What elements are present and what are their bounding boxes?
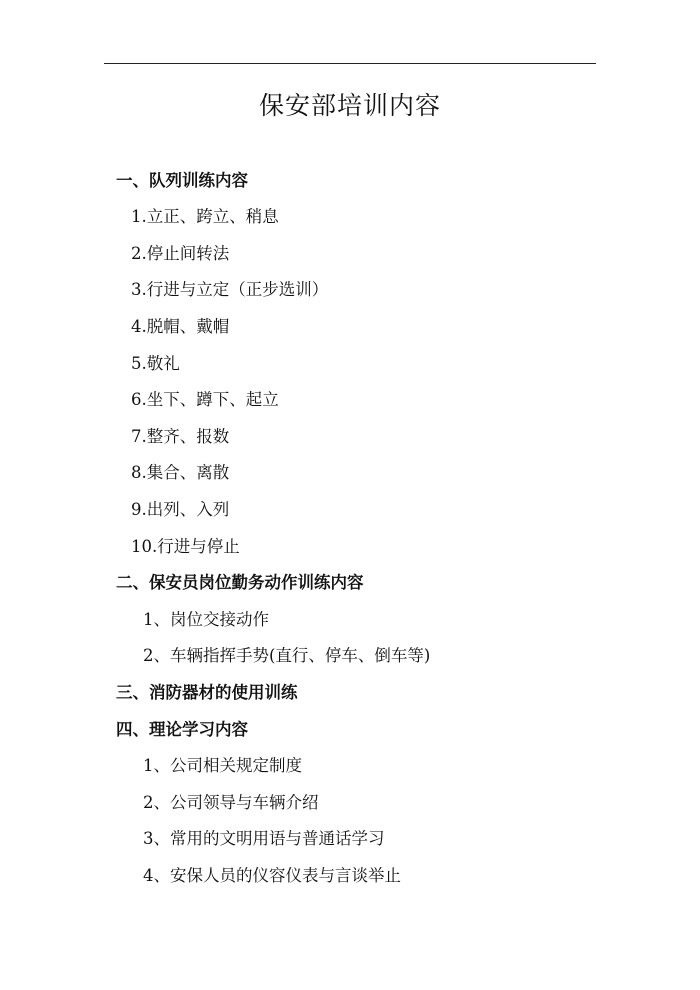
list-item: 1、岗位交接动作 (143, 610, 269, 629)
list-item: 2、车辆指挥手势(直行、停车、倒车等) (143, 646, 431, 665)
section-heading: 四、理论学习内容 (116, 720, 248, 739)
list-item: 1、公司相关规定制度 (143, 756, 302, 775)
list-item: 2、公司领导与车辆介绍 (143, 793, 319, 812)
list-item: 9.出列、入列 (131, 500, 230, 519)
list-item: 10.行进与停止 (131, 537, 240, 556)
list-item: 2.停止间转法 (131, 244, 230, 263)
list-item: 5.敬礼 (131, 354, 180, 373)
list-item: 6.坐下、蹲下、起立 (131, 390, 279, 409)
list-item: 3、常用的文明用语与普通话学习 (143, 829, 385, 848)
list-item: 7.整齐、报数 (131, 427, 230, 446)
list-item: 4.脱帽、戴帽 (131, 317, 230, 336)
section-heading: 二、保安员岗位勤务动作训练内容 (116, 573, 364, 592)
list-item: 1.立正、跨立、稍息 (131, 207, 279, 226)
list-item: 3.行进与立定（正步选训） (131, 280, 329, 299)
section-heading: 三、消防器材的使用训练 (116, 683, 298, 702)
section-heading: 一、队列训练内容 (116, 171, 248, 190)
header-rule (104, 63, 596, 64)
list-item: 8.集合、离散 (131, 463, 230, 482)
list-item: 4、安保人员的仪容仪表与言谈举止 (143, 866, 401, 885)
document-title: 保安部培训内容 (258, 91, 441, 120)
